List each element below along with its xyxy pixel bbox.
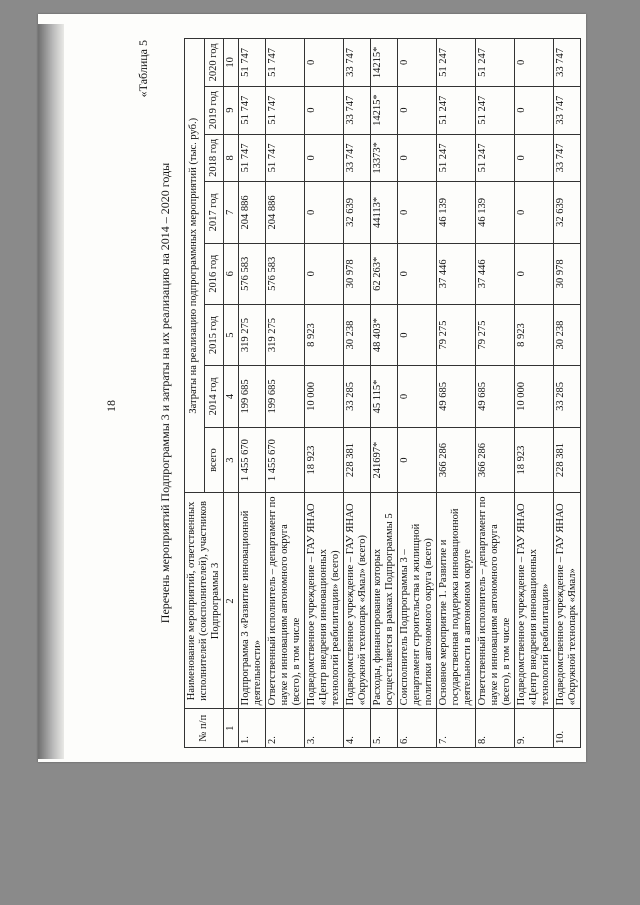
- row-year-value: 13373*: [371, 134, 398, 182]
- row-name: Подведомственное учреждение – ГАУ ЯНАО «Центр внедрения инновационных технологий реабилитации»: [515, 493, 554, 709]
- row-total: 241697*: [371, 427, 398, 493]
- row-year-value: 0: [398, 39, 437, 87]
- row-year-value: 0: [398, 366, 437, 427]
- row-year-value: 51 247: [437, 134, 476, 182]
- row-name: Ответственный исполнитель – департамент по науке и инновациям автономного округа (всего), в том числе: [476, 493, 515, 709]
- row-year-value: 51 247: [476, 39, 515, 87]
- row-year-value: 51 247: [437, 39, 476, 87]
- row-year-value: 319 275: [266, 304, 305, 365]
- page-content: [98, 38, 582, 748]
- row-number: 7.: [437, 709, 476, 748]
- index-cell: 9: [224, 86, 239, 134]
- row-year-value: 51 747: [266, 39, 305, 87]
- header-no: № п/п: [185, 709, 224, 748]
- table-row: [476, 39, 515, 748]
- row-year-value: 79 275: [437, 304, 476, 365]
- row-year-value: 30 978: [554, 243, 581, 304]
- row-year-value: 14215*: [371, 39, 398, 87]
- row-year-value: 0: [305, 86, 344, 134]
- row-year-value: 30 978: [344, 243, 371, 304]
- index-cell: 2: [224, 493, 239, 709]
- row-number: 6.: [398, 709, 437, 748]
- row-year-value: 0: [515, 39, 554, 87]
- row-total: 228 381: [554, 427, 581, 493]
- index-cell: 10: [224, 39, 239, 87]
- column-index-row: [224, 39, 239, 748]
- header-year: 2016 год: [204, 243, 224, 304]
- row-year-value: 0: [398, 243, 437, 304]
- row-year-value: 45 115*: [371, 366, 398, 427]
- table-row: [371, 39, 398, 748]
- table-row: [437, 39, 476, 748]
- row-year-value: 51 747: [266, 86, 305, 134]
- row-year-value: 51 747: [239, 134, 266, 182]
- row-number: 9.: [515, 709, 554, 748]
- page-title: Перечень мероприятий Подпрограммы 3 и затраты на их реализацию на 2014 – 2020 годы: [158, 162, 172, 624]
- index-cell: 1: [224, 709, 239, 748]
- index-cell: 4: [224, 366, 239, 427]
- index-cell: 8: [224, 134, 239, 182]
- row-year-value: 0: [305, 39, 344, 87]
- row-year-value: 51 747: [239, 39, 266, 87]
- costs-table: [184, 38, 581, 748]
- row-year-value: 33 747: [344, 39, 371, 87]
- row-year-value: 51 747: [266, 134, 305, 182]
- row-number: 2.: [266, 709, 305, 748]
- row-number: 10.: [554, 709, 581, 748]
- table-label: «Таблица 5: [136, 40, 150, 98]
- row-year-value: 51 747: [239, 86, 266, 134]
- row-year-value: 14215*: [371, 86, 398, 134]
- row-name: Подпрограмма 3 «Развитие инновационной деятельности»: [239, 493, 266, 709]
- row-name: Подведомственное учреждение – ГАУ ЯНАО «Центр внедрения инновационных технологий реабилитации» (всего): [305, 493, 344, 709]
- row-year-value: 33 747: [554, 86, 581, 134]
- row-name: Подведомственное учреждение – ГАУ ЯНАО «Окружной технопарк «Ямал»: [554, 493, 581, 709]
- row-year-value: 30 238: [344, 304, 371, 365]
- row-year-value: 79 275: [476, 304, 515, 365]
- row-total: 366 286: [437, 427, 476, 493]
- row-name: Подведомственное учреждение – ГАУ ЯНАО «Окружной технопарк «Ямал» (всего): [344, 493, 371, 709]
- row-year-value: 0: [305, 182, 344, 243]
- row-year-value: 46 139: [476, 182, 515, 243]
- row-total: 228 381: [344, 427, 371, 493]
- row-year-value: 0: [398, 134, 437, 182]
- row-year-value: 33 747: [344, 134, 371, 182]
- row-number: 4.: [344, 709, 371, 748]
- row-number: 1.: [239, 709, 266, 748]
- row-year-value: 0: [398, 304, 437, 365]
- row-year-value: 37 446: [476, 243, 515, 304]
- row-year-value: 44113*: [371, 182, 398, 243]
- row-year-value: 0: [515, 86, 554, 134]
- row-year-value: 319 275: [239, 304, 266, 365]
- row-year-value: 62 263*: [371, 243, 398, 304]
- header-year: 2017 год: [204, 182, 224, 243]
- row-year-value: 0: [515, 182, 554, 243]
- row-year-value: 0: [398, 86, 437, 134]
- row-year-value: 0: [305, 243, 344, 304]
- table-row: [266, 39, 305, 748]
- table-row: [515, 39, 554, 748]
- row-name: Основное мероприятие 1. Развитие и государственная поддержка инновационной деятельности в автономном округе: [437, 493, 476, 709]
- header-year: 2018 год: [204, 134, 224, 182]
- row-year-value: 10 000: [305, 366, 344, 427]
- row-year-value: 49 685: [476, 366, 515, 427]
- row-year-value: 51 247: [476, 86, 515, 134]
- row-total: 18 923: [305, 427, 344, 493]
- row-year-value: 48 403*: [371, 304, 398, 365]
- table-row: [344, 39, 371, 748]
- row-year-value: 33 747: [554, 39, 581, 87]
- row-year-value: 8 923: [515, 304, 554, 365]
- index-cell: 7: [224, 182, 239, 243]
- header-costs-group: Затраты на реализацию подпрограммных мероприятий (тыс. руб.): [185, 39, 205, 494]
- index-cell: 3: [224, 427, 239, 493]
- index-cell: 6: [224, 243, 239, 304]
- table-row: [239, 39, 266, 748]
- row-year-value: 10 000: [515, 366, 554, 427]
- page-number: 18: [104, 400, 118, 412]
- table-row: [554, 39, 581, 748]
- row-year-value: 199 685: [266, 366, 305, 427]
- table-row: [305, 39, 344, 748]
- row-total: 1 455 670: [266, 427, 305, 493]
- header-year: 2019 год: [204, 86, 224, 134]
- table-row: [398, 39, 437, 748]
- row-number: 3.: [305, 709, 344, 748]
- row-year-value: 8 923: [305, 304, 344, 365]
- row-year-value: 46 139: [437, 182, 476, 243]
- row-year-value: 0: [515, 134, 554, 182]
- row-total: 366 286: [476, 427, 515, 493]
- row-year-value: 576 583: [239, 243, 266, 304]
- row-year-value: 576 583: [266, 243, 305, 304]
- row-year-value: 32 639: [344, 182, 371, 243]
- row-year-value: 0: [305, 134, 344, 182]
- row-number: 5.: [371, 709, 398, 748]
- row-year-value: 199 685: [239, 366, 266, 427]
- row-total: 18 923: [515, 427, 554, 493]
- row-year-value: 204 886: [239, 182, 266, 243]
- header-year: 2015 год: [204, 304, 224, 365]
- row-year-value: 0: [398, 182, 437, 243]
- row-year-value: 51 247: [476, 134, 515, 182]
- row-year-value: 33 747: [554, 134, 581, 182]
- row-total: 0: [398, 427, 437, 493]
- row-name: Ответственный исполнитель – департамент по науке и инновациям автономного округа (всего), в том числе: [266, 493, 305, 709]
- header-name: Наименование мероприятий, ответственных исполнителей (соисполнителей), участников Подпрограммы 3: [185, 493, 224, 709]
- header-year: 2014 год: [204, 366, 224, 427]
- row-year-value: 33 285: [554, 366, 581, 427]
- row-name: Соисполнитель Подпрограммы 3 – департамент строительства и жилищной политики автономного округа (всего): [398, 493, 437, 709]
- row-year-value: 49 685: [437, 366, 476, 427]
- row-year-value: 204 886: [266, 182, 305, 243]
- row-year-value: 33 285: [344, 366, 371, 427]
- binding-shadow: [38, 24, 64, 759]
- row-name: Расходы, финансирование которых осуществляется в рамках Подпрограммы 5: [371, 493, 398, 709]
- row-year-value: 32 639: [554, 182, 581, 243]
- header-year: 2020 год: [204, 39, 224, 87]
- scanned-page: [38, 14, 586, 762]
- index-cell: 5: [224, 304, 239, 365]
- row-year-value: 33 747: [344, 86, 371, 134]
- row-year-value: 0: [515, 243, 554, 304]
- row-year-value: 30 238: [554, 304, 581, 365]
- row-year-value: 37 446: [437, 243, 476, 304]
- row-number: 8.: [476, 709, 515, 748]
- row-total: 1 455 670: [239, 427, 266, 493]
- header-total: всего: [204, 427, 224, 493]
- row-year-value: 51 247: [437, 86, 476, 134]
